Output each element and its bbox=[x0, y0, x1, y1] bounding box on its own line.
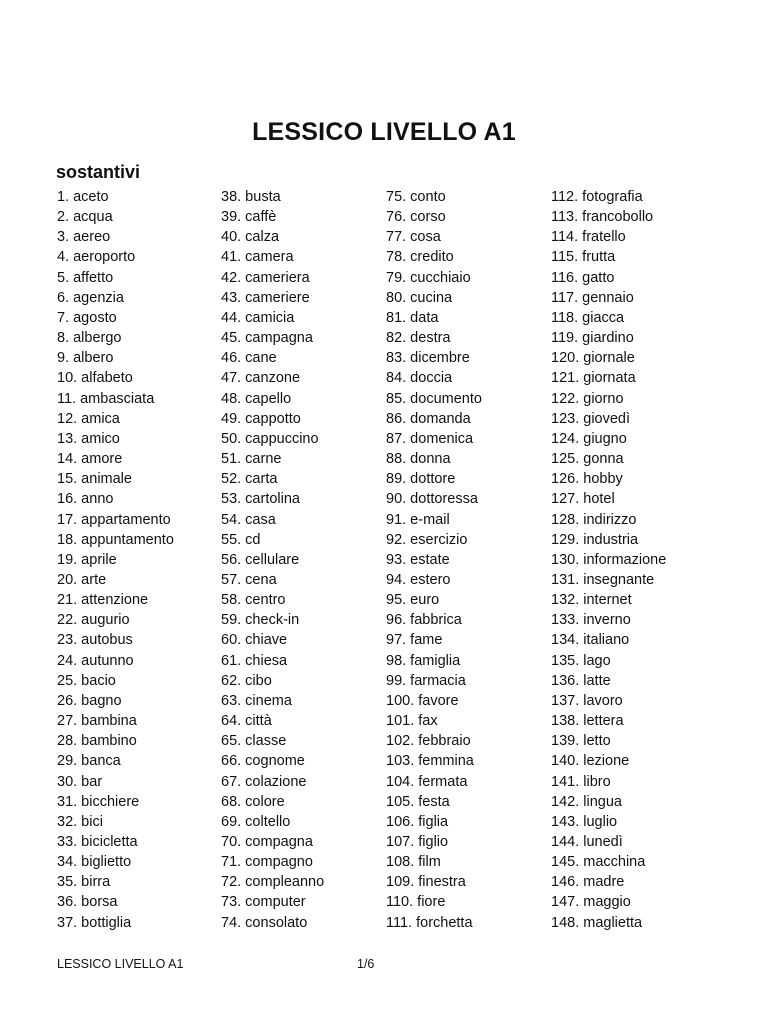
word-list-item: 122. giorno bbox=[551, 390, 624, 407]
word-list-item: 99. farmacia bbox=[386, 672, 466, 689]
word-list-item: 81. data bbox=[386, 309, 439, 326]
word-list-item: 133. inverno bbox=[551, 612, 631, 629]
word-list-item: 80. cucina bbox=[386, 289, 453, 306]
word-list-item: 37. bottiglia bbox=[57, 914, 132, 931]
word-list-item: 63. cinema bbox=[221, 692, 292, 709]
word-list-item: 142. lingua bbox=[551, 793, 622, 810]
word-list-item: 113. francobollo bbox=[551, 209, 654, 226]
word-list-item: 127. hotel bbox=[551, 491, 615, 508]
word-list-item: 73. computer bbox=[221, 894, 306, 911]
word-list-item: 48. capello bbox=[221, 390, 292, 407]
word-list-item: 53. cartolina bbox=[221, 491, 300, 508]
word-list-item: 117. gennaio bbox=[551, 289, 634, 306]
section-heading: sostantivi bbox=[56, 162, 141, 182]
word-list-item: 121. giornata bbox=[551, 370, 636, 387]
word-list-item: 40. calza bbox=[221, 229, 280, 246]
word-list-item: 119. giardino bbox=[551, 330, 634, 347]
word-list-item: 123. giovedì bbox=[551, 410, 631, 427]
word-list-item: 21. attenzione bbox=[57, 592, 149, 609]
word-list-item: 54. casa bbox=[221, 511, 276, 528]
word-list-item: 12. amica bbox=[57, 410, 120, 427]
word-list-item: 18. appuntamento bbox=[57, 531, 174, 548]
word-list-item: 26. bagno bbox=[57, 692, 122, 709]
word-list-item: 35. birra bbox=[57, 874, 111, 891]
word-list-item: 92. esercizio bbox=[386, 531, 468, 548]
word-list-item: 24. autunno bbox=[57, 652, 134, 669]
word-list-item: 88. donna bbox=[386, 451, 451, 468]
document-title: LESSICO LIVELLO A1 bbox=[252, 118, 516, 146]
word-list-item: 120. giornale bbox=[551, 350, 635, 367]
word-list-item: 90. dottoressa bbox=[386, 491, 478, 508]
word-list-item: 129. industria bbox=[551, 531, 639, 548]
word-list-item: 118. giacca bbox=[551, 309, 625, 326]
word-list-item: 79. cucchiaio bbox=[386, 269, 471, 286]
word-list-item: 108. film bbox=[386, 854, 441, 871]
word-list-item: 78. credito bbox=[386, 249, 454, 266]
word-list-item: 131. insegnante bbox=[551, 571, 655, 588]
word-list-item: 148. maglietta bbox=[551, 914, 643, 931]
word-list-item: 130. informazione bbox=[551, 551, 667, 568]
word-list-item: 101. fax bbox=[386, 713, 438, 730]
word-list-item: 102. febbraio bbox=[386, 733, 471, 750]
word-list-item: 110. fiore bbox=[386, 894, 446, 911]
word-list-item: 147. maggio bbox=[551, 894, 631, 911]
word-list-item: 85. documento bbox=[386, 390, 482, 407]
word-list-item: 30. bar bbox=[57, 773, 103, 790]
word-list-item: 43. cameriere bbox=[221, 289, 310, 306]
word-list-item: 16. anno bbox=[57, 491, 114, 508]
word-list-item: 23. autobus bbox=[57, 632, 133, 649]
word-list-item: 144. lunedì bbox=[551, 834, 623, 850]
word-list-item: 91. e-mail bbox=[386, 511, 450, 528]
word-list-item: 1. aceto bbox=[57, 189, 109, 205]
word-list-item: 68. colore bbox=[221, 793, 285, 810]
word-list-item: 75. conto bbox=[386, 189, 446, 205]
word-list-item: 5. affetto bbox=[57, 269, 114, 286]
word-list-item: 106. figlia bbox=[386, 813, 449, 830]
word-list-item: 97. fame bbox=[386, 632, 443, 649]
word-list-item: 107. figlio bbox=[386, 834, 449, 850]
word-list-item: 9. albero bbox=[57, 350, 114, 367]
word-list-item: 77. cosa bbox=[386, 229, 441, 246]
word-list-item: 135. lago bbox=[551, 652, 611, 669]
word-list-item: 41. camera bbox=[221, 249, 294, 266]
word-list-item: 95. euro bbox=[386, 592, 440, 609]
word-list-item: 20. arte bbox=[57, 571, 107, 588]
word-list-item: 115. frutta bbox=[551, 249, 616, 266]
word-list-item: 36. borsa bbox=[57, 894, 118, 911]
word-list-item: 2. acqua bbox=[57, 209, 113, 226]
word-list-item: 96. fabbrica bbox=[386, 612, 462, 629]
word-list-item: 86. domanda bbox=[386, 410, 471, 427]
word-list-item: 44. camicia bbox=[221, 309, 295, 326]
word-list-item: 143. luglio bbox=[551, 813, 618, 830]
word-list-item: 125. gonna bbox=[551, 451, 624, 468]
word-list-item: 59. check-in bbox=[221, 612, 300, 629]
word-list-item: 105. festa bbox=[386, 793, 450, 810]
word-list-item: 146. madre bbox=[551, 874, 625, 891]
word-list-item: 76. corso bbox=[386, 209, 446, 226]
word-list-item: 100. favore bbox=[386, 692, 459, 709]
word-list-item: 27. bambina bbox=[57, 713, 137, 730]
word-list-item: 34. biglietto bbox=[57, 854, 132, 871]
word-list-item: 49. cappotto bbox=[221, 410, 301, 427]
word-list-item: 38. busta bbox=[221, 189, 281, 205]
word-list-item: 87. domenica bbox=[386, 430, 474, 447]
word-list-item: 69. coltello bbox=[221, 813, 291, 830]
word-list-item: 31. bicchiere bbox=[57, 793, 140, 810]
word-list-item: 7. agosto bbox=[57, 309, 117, 326]
word-list-item: 8. albergo bbox=[57, 330, 122, 347]
word-list-item: 28. bambino bbox=[57, 733, 137, 750]
word-list-item: 140. lezione bbox=[551, 753, 630, 770]
word-list-item: 51. carne bbox=[221, 451, 282, 468]
word-list-column-3 bbox=[386, 187, 551, 933]
word-list-item: 56. cellulare bbox=[221, 551, 300, 568]
word-list-item: 13. amico bbox=[57, 430, 120, 447]
footer-document-title: LESSICO LIVELLO A1 bbox=[57, 957, 184, 971]
word-list-item: 145. macchina bbox=[551, 854, 646, 871]
word-list-item: 136. latte bbox=[551, 672, 611, 689]
word-list-column-1 bbox=[57, 187, 222, 933]
word-list-item: 3. aereo bbox=[57, 229, 111, 246]
word-list-item: 6. agenzia bbox=[57, 289, 124, 306]
word-list-item: 52. carta bbox=[221, 471, 278, 488]
word-list-column-2 bbox=[221, 187, 386, 933]
word-list-item: 58. centro bbox=[221, 592, 286, 609]
word-list-item: 14. amore bbox=[57, 451, 123, 468]
word-list-item: 65. classe bbox=[221, 733, 287, 750]
word-list-item: 11. ambasciata bbox=[57, 390, 155, 407]
page-number: 1/6 bbox=[357, 957, 375, 971]
word-list-item: 137. lavoro bbox=[551, 692, 623, 709]
word-list-item: 138. lettera bbox=[551, 713, 624, 730]
word-list-item: 32. bici bbox=[57, 813, 103, 830]
word-list-item: 66. cognome bbox=[221, 753, 305, 770]
word-list-item: 71. compagno bbox=[221, 854, 313, 871]
word-list-item: 126. hobby bbox=[551, 471, 623, 488]
word-list-item: 55. cd bbox=[221, 531, 261, 548]
word-list-item: 64. città bbox=[221, 713, 272, 730]
word-list-item: 72. compleanno bbox=[221, 874, 325, 891]
word-list-item: 98. famiglia bbox=[386, 652, 461, 669]
word-list-item: 47. canzone bbox=[221, 370, 301, 387]
word-list-item: 39. caffè bbox=[221, 209, 277, 226]
word-list-item: 109. finestra bbox=[386, 874, 466, 891]
word-list-item: 45. campagna bbox=[221, 330, 313, 347]
word-list-item: 70. compagna bbox=[221, 834, 313, 850]
word-list-item: 128. indirizzo bbox=[551, 511, 637, 528]
word-list-item: 93. estate bbox=[386, 551, 450, 568]
word-list-item: 60. chiave bbox=[221, 632, 288, 649]
word-list-item: 33. bicicletta bbox=[57, 834, 138, 850]
word-list-item: 15. animale bbox=[57, 471, 132, 488]
word-list-item: 82. destra bbox=[386, 330, 451, 347]
word-list-item: 17. appartamento bbox=[57, 511, 171, 528]
word-list-item: 104. fermata bbox=[386, 773, 468, 790]
word-list-item: 89. dottore bbox=[386, 471, 456, 488]
word-list-item: 42. cameriera bbox=[221, 269, 310, 286]
word-list-item: 19. aprile bbox=[57, 551, 117, 568]
word-list-item: 50. cappuccino bbox=[221, 430, 319, 447]
word-list-item: 141. libro bbox=[551, 773, 611, 790]
word-list-item: 132. internet bbox=[551, 592, 632, 609]
word-list-item: 134. italiano bbox=[551, 632, 630, 649]
word-list-item: 67. colazione bbox=[221, 773, 307, 790]
word-list-item: 103. femmina bbox=[386, 753, 474, 770]
word-list-item: 57. cena bbox=[221, 571, 277, 588]
word-list-item: 124. giugno bbox=[551, 430, 627, 447]
word-list-item: 62. cibo bbox=[221, 672, 272, 689]
word-list-item: 94. estero bbox=[386, 571, 451, 588]
word-list-item: 116. gatto bbox=[551, 269, 615, 286]
word-list-item: 10. alfabeto bbox=[57, 370, 133, 387]
word-list-item: 46. cane bbox=[221, 350, 277, 367]
word-list-item: 74. consolato bbox=[221, 914, 308, 931]
word-list-item: 25. bacio bbox=[57, 672, 116, 689]
word-list-item: 112. fotografia bbox=[551, 189, 643, 205]
word-list-item: 29. banca bbox=[57, 753, 121, 770]
word-list-item: 114. fratello bbox=[551, 229, 626, 246]
word-list-item: 139. letto bbox=[551, 733, 611, 750]
word-list-item: 61. chiesa bbox=[221, 652, 288, 669]
word-list-column-4 bbox=[551, 187, 716, 933]
word-list-item: 84. doccia bbox=[386, 370, 453, 387]
word-list-item: 111. forchetta bbox=[386, 914, 473, 931]
word-list-item: 4. aeroporto bbox=[57, 249, 136, 266]
word-list-item: 22. augurio bbox=[57, 612, 130, 629]
word-list-item: 83. dicembre bbox=[386, 350, 470, 367]
